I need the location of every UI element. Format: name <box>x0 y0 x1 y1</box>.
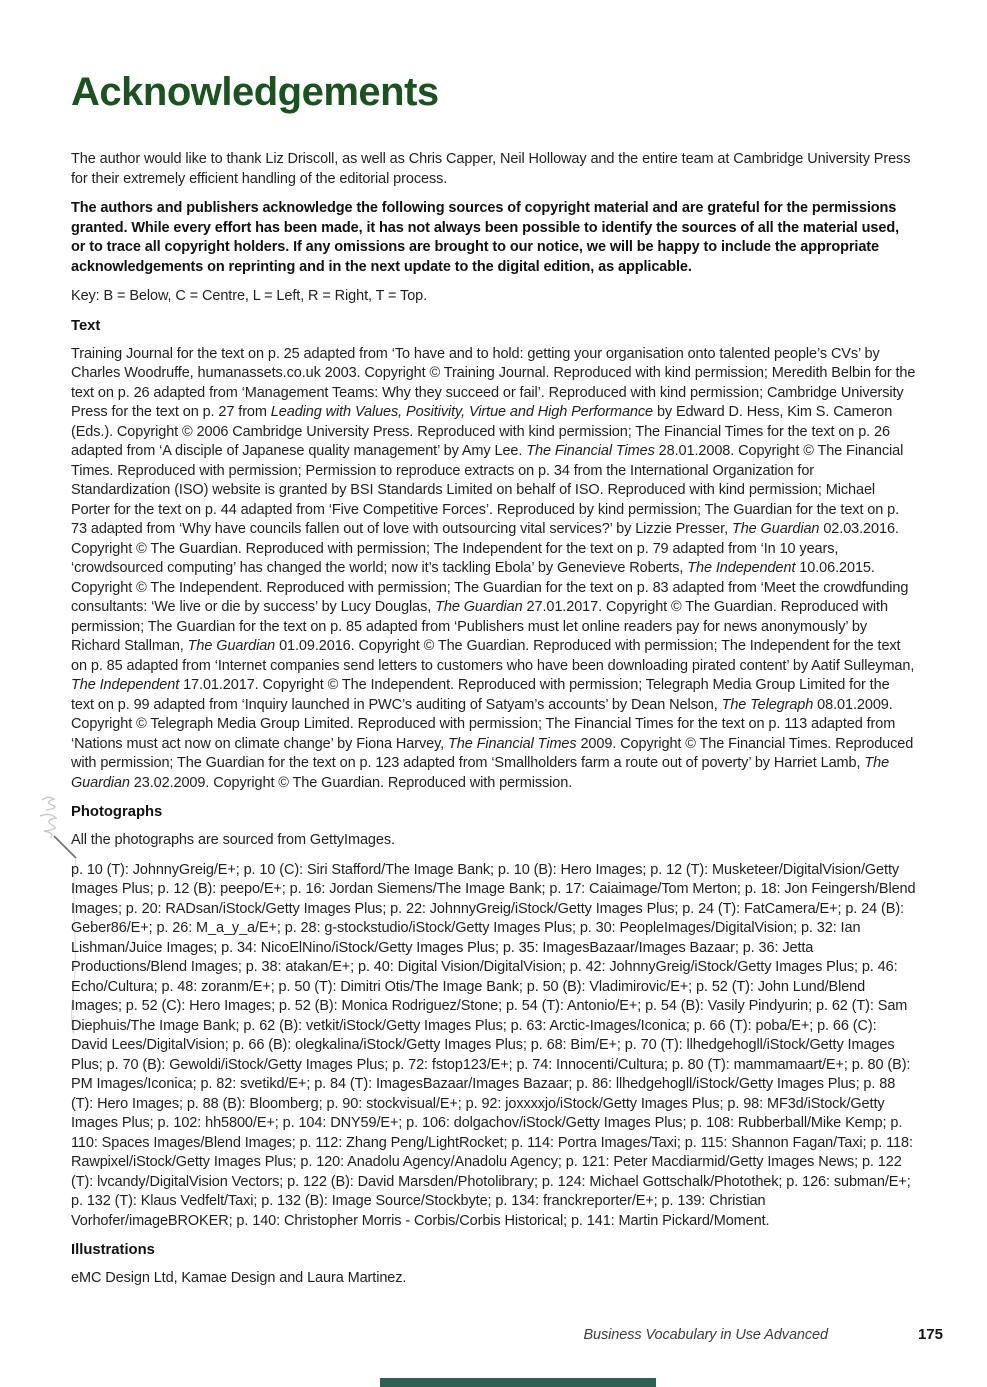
page-number: 175 <box>917 1326 943 1343</box>
illustrations-section-heading: Illustrations <box>71 1242 155 1258</box>
key-line: Key: B = Below, C = Centre, L = Left, R = Right, T = Top. <box>71 288 428 304</box>
bottom-green-bar <box>380 1378 656 1387</box>
page-title: Acknowledgements <box>71 70 439 114</box>
illustrations-credit: eMC Design Ltd, Kamae Design and Laura Martinez. <box>71 1270 407 1286</box>
page-content <box>71 70 916 1299</box>
page-footer <box>71 1326 943 1343</box>
intro-paragraph: The author would like to thank Liz Driscoll, as well as Chris Capper, Neil Holloway and the entire team at Cambridge University Press for their extremely efficient handling of the editorial process. <box>71 151 911 187</box>
photo-credits-paragraph: p. 10 (T): JohnnyGreig/E+; p. 10 (C): Siri Stafford/The Image Bank; p. 10 (B): Hero Images; p. 12 (T): Musketeer/DigitalVision/Getty Images Plus; p. 12 (B): peepo/E+; p. 16: Jordan Siemens/The Image Bank; p. 17: Caiaimage/Tom Merton; p. 18: Jon Feingersh/Blend Images; p. 20: RADsan/iStock/Getty Images Plus; p. 22: JohnnyGreig/iStock/Getty Images Plus; p. 24 (T): FatCamera/E+; p. 24 (B): Geber86/E+; p. 26: M_a_y_a/E+; p. 28: g-stockstudio/iStock/Getty Images Plus; p. 30: PeopleImages/DigitalVision; p. 32: Ian Lishman/Juice Images; p. 34: NicoElNino/iStock/Getty Images Plus; p. 35: ImagesBazaar/Images Bazaar; p. 36: Jetta Productions/Blend Images; p. 38: atakan/E+; p. 40: Digital Vision/DigitalVision; p. 42: JohnnyGreig/iStock/Getty Images Plus; p. 46: Echo/Cultura; p. 48: zoranm/E+; p. 50 (T): Dimitri Otis/The Image Bank; p. 50 (B): Vladimirovic/E+; p. 52 (T): John Lund/Blend Images; p. 52 (C): Hero Images; p. 52 (B): Monica Rodriguez/Stone; p. 54 (T): Antonio/E+; p. 54 (B): Vasily Pindyurin; p. 62 (T): Sam Diephuis/The Image Bank; p. 62 (B): vetkit/iStock/Getty Images Plus; p. 63: Arctic-Images/Iconica; p. 66 (T): poba/E+; p. 66 (C): David Lees/DigitalVision; p. 66 (B): olegkalina/iStock/Getty Images Plus; p. 68: Bim/E+; p. 70 (T): llhedgehogll/iStock/Getty Images Plus; p. 70 (B): Gewoldi/iStock/Getty Images Plus; p. 72: fstop123/E+; p. 74: Innocenti/Cultura; p. 80 (T): mammamaart/E+; p. 80 (B): PM Images/Iconica; p. 82: svetikd/E+; p. 84 (T): ImagesBazaar/Images Bazaar; p. 86: llhedgehogll/iStock/Getty Images Plus; p. 88 (T): Hero Images; p. 88 (B): Bloomberg; p. 90: stockvisual/E+; p. 92: joxxxxjo/iStock/Getty Images Plus; p. 98: MF3d/iStock/Getty Images Plus; p. 102: hh5800/E+; p. 104: DNY59/E+; p. 106: dolgachov/iStock/Getty Images Plus; p. 108: Rubberball/Mike Kemp; p. 110: Spaces Images/Blend Images; p. 112: Zhang Peng/LightRocket; p. 114: Portra Images/Taxi; p. 115: Shannon Fagan/Taxi; p. 118: Rawpixel/iStock/Getty Images Plus; p. 120: Anadolu Agency/Anadolu Agency; p. 121: Peter Macdiarmid/Getty Images News; p. 122 (T): lvcandy/DigitalVision Vectors; p. 122 (B): David Marsden/Photolibrary; p. 124: Michael Gottschalk/Photothek; p. 126: subman/E+; p. 132 (T): Klaus Vedfelt/Taxi; p. 132 (B): Image Source/Stockbyte; p. 134: franckreporter/E+; p. 139: Christian Vorhofer/imageBROKER; p. 140: Christopher Morris - Corbis/Corbis Historical; p. 141: Martin Pickard/Moment. <box>71 861 916 1229</box>
photographs-section-heading: Photographs <box>71 804 163 820</box>
text-credits-paragraph: Training Journal for the text on p. 25 adapted from ‘To have and to hold: getting your organisation onto talented people’s CVs’ by Charles Woodruffe, humanassets.co.uk 2003. Copyright © Training Journal. Reproduced with kind permission; Meredith Belbin for the text on p. 26 adapted from ‘Management Teams: Why they succeed or fail’. Reproduced with kind permission; Cambridge University Press for the text on p. 27 from Leading with Values, Positivity, Virtue and High Performance by Edward D. Hess, Kim S. Cameron (Eds.). Copyright © 2006 Cambridge University Press. Reproduced with kind permission; The Financial Times for the text on p. 26 adapted from ‘A disciple of Japanese quality management’ by Amy Lee. The Financial Times 28.01.2008. Copyright © The Financial Times. Reproduced with permission; Permission to reproduce extracts on p. 34 from the International Organization for Standardization (ISO) website is granted by BSI Standards Limited on behalf of ISO. Reproduced with kind permission; Michael Porter for the text on p. 44 adapted from ‘Five Competitive Forces’. Reproduced by kind permission; The Guardian for the text on p. 73 adapted from ‘Why have councils fallen out of love with outsourcing vital services?’ by Lizzie Presser, The Guardian 02.03.2016. Copyright © The Guardian. Reproduced with permission; The Independent for the text on p. 79 adapted from ‘In 10 years, ‘crowdsourced computing’ has changed the world; now it’s tackling Ebola’ by Genevieve Roberts, The Independent 10.06.2015. Copyright © The Independent. Reproduced with permission; The Guardian for the text on p. 83 adapted from ‘Meet the crowdfunding consultants: ‘We live or die by success’ by Lucy Douglas, The Guardian 27.01.2017. Copyright © The Guardian. Reproduced with permission; The Guardian for the text on p. 85 adapted from ‘Publishers must let online readers pay for news anonymously’ by Richard Stallman, The Guardian 01.09.2016. Copyright © The Guardian. Reproduced with permission; The Independent for the text on p. 85 adapted from ‘Internet companies send letters to customers who have been downloading pirated content’ by Aatif Sulleyman, The Independent 17.01.2017. Copyright © The Independent. Reproduced with permission; Telegraph Media Group Limited for the text on p. 99 adapted from ‘Inquiry launched in PWC’s auditing of Satyam’s accounts’ by Dean Nelson, The Telegraph 08.01.2009. Copyright © Telegraph Media Group Limited. Reproduced with permission; The Financial Times for the text on p. 113 adapted from ‘Nations must act now on climate change’ by Fiona Harvey, The Financial Times 2009. Copyright © The Financial Times. Reproduced with permission; The Guardian for the text on p. 123 adapted from ‘Smallholders farm a route out of poverty’ by Harriet Lamb, The Guardian 23.02.2009. Copyright © The Guardian. Reproduced with permission. <box>71 345 916 791</box>
book-title: Business Vocabulary in Use Advanced <box>583 1327 828 1343</box>
photographs-source-note: All the photographs are sourced from GettyImages. <box>71 832 395 848</box>
copyright-notice-paragraph: The authors and publishers acknowledge the following sources of copyright material and are grateful for the permissions granted. While every effort has been made, it has not always been possible to identify the sources of all the material used, or to trace all copyright holders. If any omissions are brought to our notice, we will be happy to include the appropriate acknowledgements on reprinting and in the next update to the digital edition, as applicable. <box>71 200 900 275</box>
text-section-heading: Text <box>71 317 101 334</box>
